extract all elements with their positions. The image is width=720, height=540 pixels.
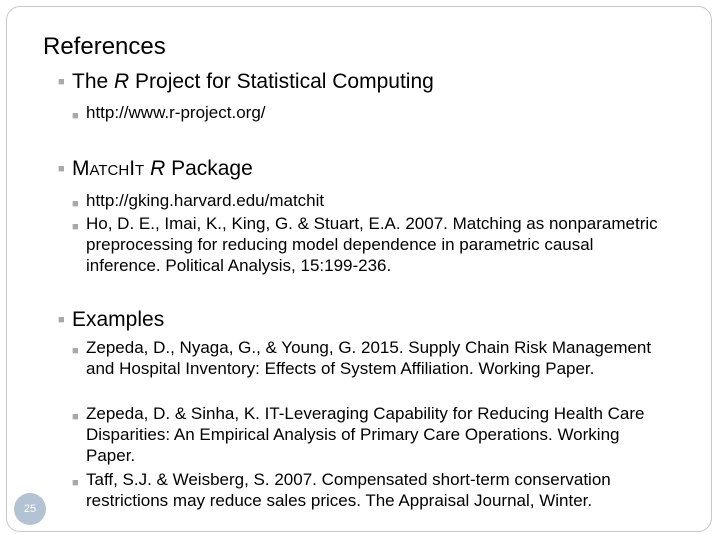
section-heading-matchit: ■ MatchIt R Package: [58, 157, 253, 180]
bullet-icon: ■: [72, 345, 79, 357]
bullet-icon: ■: [58, 163, 65, 175]
bullet-icon: ■: [72, 477, 79, 489]
reference-item-zepeda-sinha: ■ Zepeda, D. & Sinha, K. IT-Leveraging Capability for Reducing Health Care Disparities: An Empirical Analysis of Primary Care Operations. Working Paper.: [72, 404, 645, 465]
reference-link-matchit[interactable]: ■ http://gking.harvard.edu/matchit: [72, 190, 324, 215]
slide-number-badge: 25: [14, 493, 46, 525]
reference-link-r-project[interactable]: ■ http://www.r-project.org/: [72, 102, 266, 127]
bullet-icon: ■: [58, 76, 65, 88]
bullet-icon: ■: [72, 110, 79, 122]
reference-item-taff-2007: ■ Taff, S.J. & Weisberg, S. 2007. Compensated short-term conservation restrictions may reduce sales prices. The Appraisal Journal, Winter.: [72, 470, 611, 510]
section-heading-examples: ■ Examples: [58, 308, 165, 331]
reference-item-ho-2007: ■ Ho, D. E., Imai, K., King, G. & Stuart, E.A. 2007. Matching as nonparametric preprocessing for reducing model dependence in parametric causal inference. Political Analysis, 15:199-236.: [72, 214, 658, 275]
bullet-icon: ■: [72, 198, 79, 210]
bullet-icon: ■: [58, 314, 65, 326]
bullet-icon: ■: [72, 221, 79, 233]
reference-item-zepeda-2015: ■ Zepeda, D., Nyaga, G., & Young, G. 2015. Supply Chain Risk Management and Hospital Inventory: Effects of System Affiliation. Working Paper.: [72, 338, 652, 378]
bullet-icon: ■: [72, 411, 79, 423]
section-heading-r-project: ■ The R Project for Statistical Computing: [58, 70, 434, 93]
slide-title: References: [43, 33, 166, 60]
